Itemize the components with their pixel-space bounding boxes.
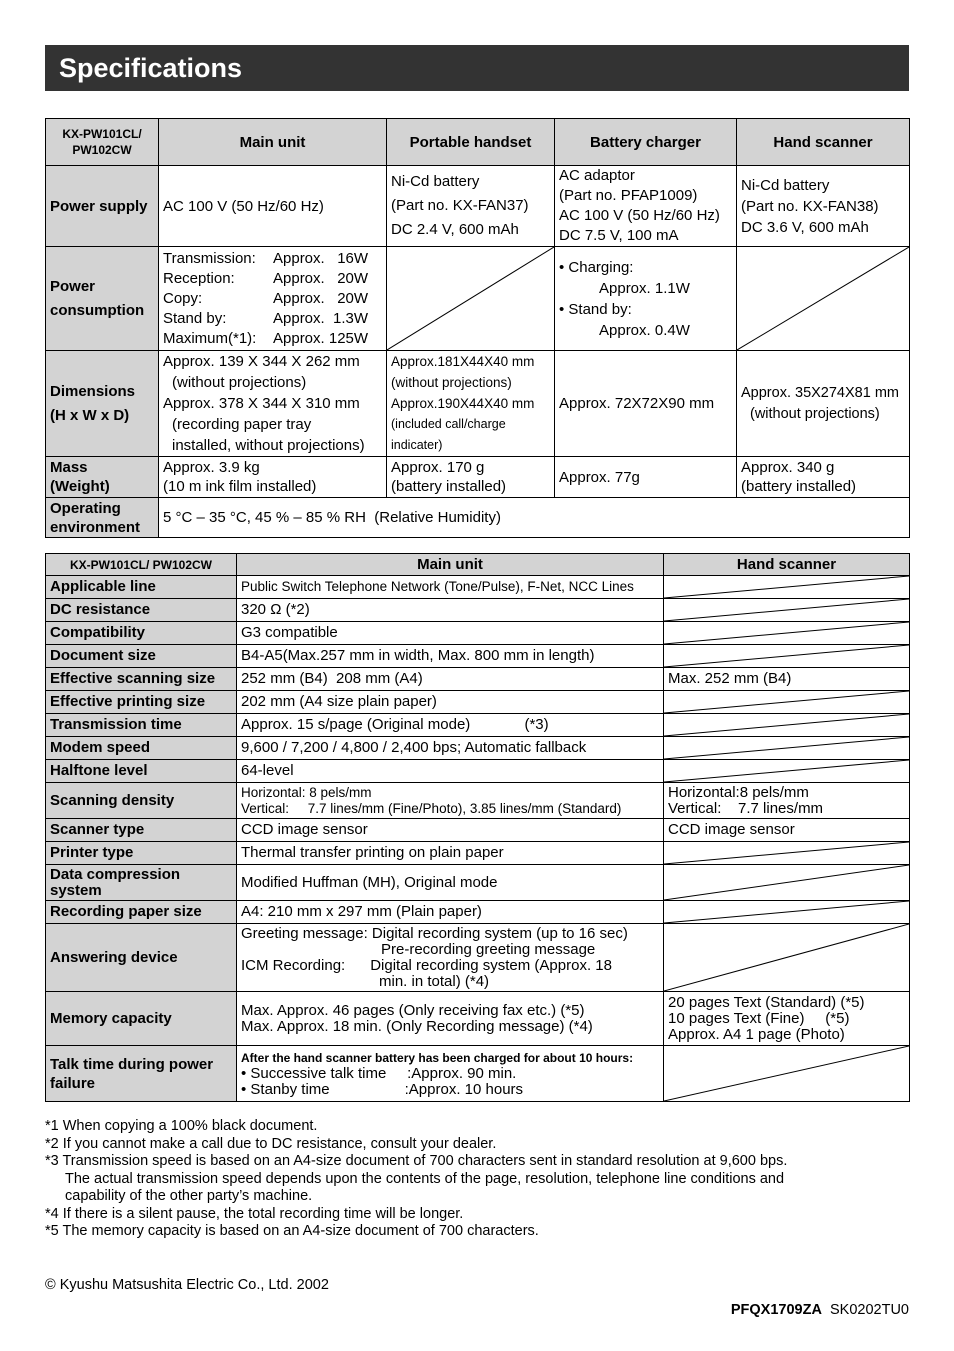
cell-main: Approx. 139 X 344 X 262 mm (without projections) Approx. 378 X 344 X 310 mm (recording paper tray installed, without projections) xyxy=(159,351,387,457)
cell-scanner: Horizontal:8 pels/mm Vertical: 7.7 lines/mm xyxy=(664,783,910,819)
row-talk-time xyxy=(46,1046,910,1102)
cell-not-applicable xyxy=(664,842,910,865)
row-effective-printing-size xyxy=(46,691,910,714)
cell-not-applicable xyxy=(664,865,910,901)
page-title: Specifications xyxy=(45,45,909,91)
row-label: Transmission time xyxy=(46,714,237,737)
header-portable-handset: Portable handset xyxy=(387,119,555,166)
footnotes xyxy=(45,1118,915,1241)
cell-main: B4-A5(Max.257 mm in width, Max. 800 mm in length) xyxy=(237,645,664,668)
cell-main: Horizontal: 8 pels/mm Vertical: 7.7 lines/mm (Fine/Photo), 3.85 lines/mm (Standard) xyxy=(237,783,664,819)
copyright: © Kyushu Matsushita Electric Co., Ltd. 2002 xyxy=(45,1277,329,1293)
cell-scanner: Ni-Cd battery (Part no. KX-FAN38) DC 3.6 V, 600 mAh xyxy=(737,166,910,247)
cell-scanner: 20 pages Text (Standard) (*5) 10 pages Text (Fine) (*5) Approx. A4 1 page (Photo) xyxy=(664,992,910,1046)
row-label: Operating environment xyxy=(46,498,159,538)
cell-main: G3 compatible xyxy=(237,622,664,645)
row-memory-capacity xyxy=(46,992,910,1046)
footnote: *1 When copying a 100% black document. xyxy=(45,1118,318,1134)
cell-main: Public Switch Telephone Network (Tone/Pulse), F-Net, NCC Lines xyxy=(237,576,664,599)
cell-main: Approx. 15 s/page (Original mode) (*3) xyxy=(237,714,664,737)
header-main-unit: Main unit xyxy=(159,119,387,166)
row-label: Compatibility xyxy=(46,622,237,645)
cell-not-applicable xyxy=(664,714,910,737)
cell-not-applicable xyxy=(664,924,910,992)
header-battery-charger: Battery charger xyxy=(555,119,737,166)
row-label: Talk time during power failure xyxy=(46,1046,237,1102)
doc-code: SK0202TU0 xyxy=(830,1302,909,1318)
cell-not-applicable xyxy=(664,645,910,668)
row-label: DC resistance xyxy=(46,599,237,622)
footnote: *5 The memory capacity is based on an A4-size document of 700 characters. xyxy=(45,1223,539,1239)
cell-charger: • Charging: Approx. 1.1W • Stand by: Approx. 0.4W xyxy=(555,247,737,351)
model-corner: KX-PW101CL/ PW102CW xyxy=(46,119,159,166)
row-label: Applicable line xyxy=(46,576,237,599)
cell-main: 202 mm (A4 size plain paper) xyxy=(237,691,664,714)
row-scanning-density xyxy=(46,783,910,819)
row-power-consumption xyxy=(46,247,910,351)
row-transmission-time xyxy=(46,714,910,737)
row-label: Scanner type xyxy=(46,819,237,842)
cell-main: 320 Ω (*2) xyxy=(237,599,664,622)
cell-not-applicable xyxy=(737,247,910,351)
row-document-size xyxy=(46,645,910,668)
cell-not-applicable xyxy=(664,622,910,645)
row-label: Answering device xyxy=(46,924,237,992)
row-halftone-level xyxy=(46,760,910,783)
cell-not-applicable xyxy=(664,901,910,924)
row-scanner-type xyxy=(46,819,910,842)
row-dimensions xyxy=(46,351,910,457)
cell-environment: 5 °C – 35 °C, 45 % – 85 % RH (Relative Humidity) xyxy=(159,498,910,538)
cell-not-applicable xyxy=(664,576,910,599)
footnote: *2 If you cannot make a call due to DC resistance, consult your dealer. xyxy=(45,1135,497,1152)
cell-main: Thermal transfer printing on plain paper xyxy=(237,842,664,865)
row-power-supply xyxy=(46,166,910,247)
cell-main: AC 100 V (50 Hz/60 Hz) xyxy=(159,166,387,247)
row-effective-scanning-size xyxy=(46,668,910,691)
header-hand-scanner: Hand scanner xyxy=(664,554,910,576)
cell-main: Max. Approx. 46 pages (Only receiving fax etc.) (*5) Max. Approx. 18 min. (Only Recording message) (*4) xyxy=(237,992,664,1046)
spec-table-units xyxy=(45,118,910,538)
header-hand-scanner: Hand scanner xyxy=(737,119,910,166)
cell-scanner: CCD image sensor xyxy=(664,819,910,842)
cell-main: 252 mm (B4) 208 mm (A4) xyxy=(237,668,664,691)
cell-scanner: Max. 252 mm (B4) xyxy=(664,668,910,691)
cell-not-applicable xyxy=(387,247,555,351)
row-label: Mass (Weight) xyxy=(46,457,159,498)
model-corner: KX-PW101CL/ PW102CW xyxy=(46,554,237,576)
row-operating-environment xyxy=(46,498,910,538)
header-main-unit: Main unit xyxy=(237,554,664,576)
cell-scanner: Approx. 35X274X81 mm (without projections) xyxy=(737,351,910,457)
cell-main: Greeting message: Digital recording system (up to 16 sec) Pre-recording greeting message ICM Recording: Digital recording system (Approx. 18 min. in total) (*4) xyxy=(237,924,664,992)
cell-main: Approx. 3.9 kg (10 m ink film installed) xyxy=(159,457,387,498)
row-printer-type xyxy=(46,842,910,865)
row-label: Memory capacity xyxy=(46,992,237,1046)
row-label: Printer type xyxy=(46,842,237,865)
row-answering-device xyxy=(46,924,910,992)
cell-not-applicable xyxy=(664,599,910,622)
footnote: *3 Transmission speed is based on an A4-size document of 700 characters sent in standard resolution at 9,600 bps. xyxy=(45,1153,788,1169)
cell-main: 9,600 / 7,200 / 4,800 / 2,400 bps; Automatic fallback xyxy=(237,737,664,760)
cell-handset: Approx.181X44X40 mm (without projections) Approx.190X44X40 mm (included call/charge indicater) xyxy=(387,351,555,457)
row-label: Scanning density xyxy=(46,783,237,819)
row-dc-resistance xyxy=(46,599,910,622)
row-label: Effective scanning size xyxy=(46,668,237,691)
row-label: Dimensions (H x W x D) xyxy=(46,351,159,457)
row-label: Halftone level xyxy=(46,760,237,783)
row-label: Recording paper size xyxy=(46,901,237,924)
cell-not-applicable xyxy=(664,691,910,714)
cell-main: Transmission: Approx. 16W Reception: Approx. 20W Copy: Approx. 20W Stand by: Approx. 1.3W Maximum(*1): Approx. 125W xyxy=(159,247,387,351)
cell-charger: Approx. 77g xyxy=(555,457,737,498)
spec-table-system xyxy=(45,553,910,1102)
footnote: capability of the other party’s machine. xyxy=(65,1188,313,1204)
cell-main: After the hand scanner battery has been charged for about 10 hours: • Successive talk time :Approx. 90 min. • Stanby time :Approx. 10 hours xyxy=(237,1046,664,1102)
row-label: Document size xyxy=(46,645,237,668)
footnote: *4 If there is a silent pause, the total recording time will be longer. xyxy=(45,1205,464,1222)
row-label: Modem speed xyxy=(46,737,237,760)
row-recording-paper-size xyxy=(46,901,910,924)
row-label: Power consumption xyxy=(46,247,159,351)
row-modem-speed xyxy=(46,737,910,760)
cell-handset: Approx. 170 g (battery installed) xyxy=(387,457,555,498)
document-code xyxy=(731,1302,909,1318)
cell-main: Modified Huffman (MH), Original mode xyxy=(237,865,664,901)
row-applicable-line xyxy=(46,576,910,599)
footnote: The actual transmission speed depends upon the contents of the page, resolution, telephone line conditions and xyxy=(65,1170,785,1187)
cell-main: CCD image sensor xyxy=(237,819,664,842)
cell-main: A4: 210 mm x 297 mm (Plain paper) xyxy=(237,901,664,924)
row-mass xyxy=(46,457,910,498)
part-code: PFQX1709ZA xyxy=(730,1302,822,1318)
row-compatibility xyxy=(46,622,910,645)
cell-scanner: Approx. 340 g (battery installed) xyxy=(737,457,910,498)
cell-not-applicable xyxy=(664,737,910,760)
row-data-compression xyxy=(46,865,910,901)
cell-handset: Ni-Cd battery (Part no. KX-FAN37) DC 2.4 V, 600 mAh xyxy=(387,166,555,247)
cell-charger: Approx. 72X72X90 mm xyxy=(555,351,737,457)
row-label: Data compression system xyxy=(46,865,237,901)
cell-not-applicable xyxy=(664,760,910,783)
row-label: Effective printing size xyxy=(46,691,237,714)
row-label: Power supply xyxy=(46,166,159,247)
cell-not-applicable xyxy=(664,1046,910,1102)
cell-charger: AC adaptor (Part no. PFAP1009) AC 100 V (50 Hz/60 Hz) DC 7.5 V, 100 mA xyxy=(555,166,737,247)
cell-main: 64-level xyxy=(237,760,664,783)
